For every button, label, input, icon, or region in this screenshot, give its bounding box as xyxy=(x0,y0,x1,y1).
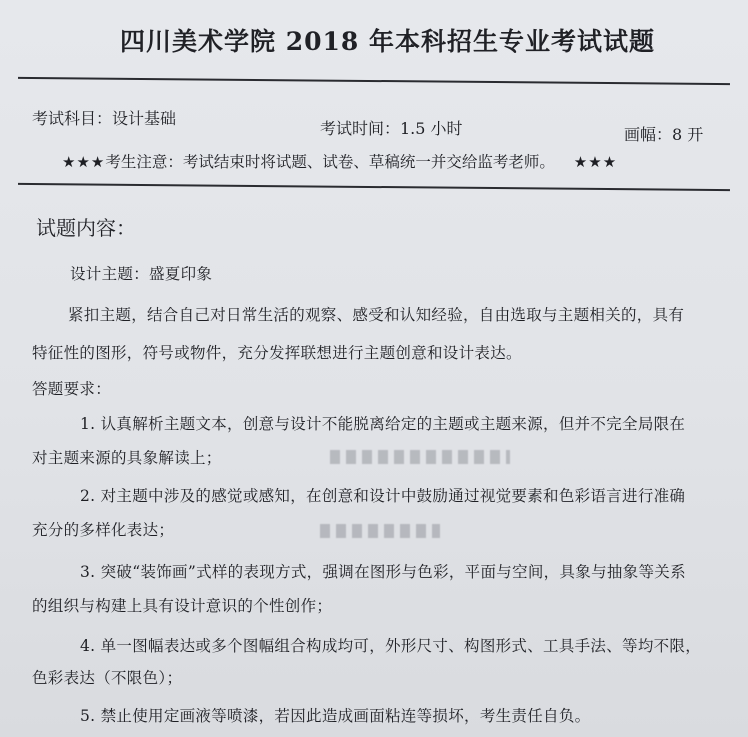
requirement-line: 4. 单一图幅表达或多个图幅组合构成均可，外形尺寸、构图形式、工具手法、等均不限， xyxy=(80,637,702,655)
stars-right-icon: ★★★ xyxy=(573,153,618,171)
intro-line: 紧扣主题，结合自己对日常生活的观察、感受和认知经验，自由选取与主题相关的，具有 xyxy=(68,306,685,324)
stars-left-icon: ★★★ xyxy=(62,153,106,171)
requirement-line: 充分的多样化表达； xyxy=(32,521,175,539)
intro-line: 特征性的图形，符号或物件，充分发挥联想进行主题创意和设计表达。 xyxy=(32,344,522,362)
requirements-heading: 答题要求： xyxy=(32,380,112,398)
requirement-line: 5. 禁止使用定画液等喷漆，若因此造成画面粘连等损坏，考生责任自负。 xyxy=(80,707,591,725)
bottom-divider xyxy=(18,183,730,191)
requirement-line: 对主题来源的具象解读上； xyxy=(32,449,222,467)
exam-subject: 考试科目：设计基础 xyxy=(32,109,177,128)
exam-title: 四川美术学院 2018 年本科招生专业考试试题 xyxy=(120,27,655,56)
requirement-line: 3. 突破“装饰画”式样的表现方式，强调在图形与色彩，平面与空间，具象与抽象等关系 xyxy=(80,563,686,581)
requirement-line: 色彩表达（不限色）； xyxy=(32,669,183,687)
bleed-through-mark xyxy=(330,450,510,464)
notice-text: 考生注意：考试结束时将试题、试卷、草稿统一并交给监考老师。 xyxy=(105,153,555,171)
content-heading: 试题内容： xyxy=(36,216,136,240)
exam-notice xyxy=(62,150,617,172)
paper-size: 画幅：8 开 xyxy=(624,125,704,144)
requirement-line: 的组织与构建上具有设计意识的个性创作； xyxy=(32,597,333,615)
requirement-line: 1. 认真解析主题文本，创意与设计不能脱离给定的主题或主题来源，但并不完全局限在 xyxy=(80,415,686,433)
design-theme: 设计主题：盛夏印象 xyxy=(70,265,213,283)
bleed-through-mark xyxy=(320,524,440,538)
requirement-line: 2. 对主题中涉及的感觉或感知，在创意和设计中鼓励通过视觉要素和色彩语言进行准确 xyxy=(80,487,686,505)
exam-duration: 考试时间：1.5 小时 xyxy=(320,119,463,138)
top-divider xyxy=(18,77,730,85)
